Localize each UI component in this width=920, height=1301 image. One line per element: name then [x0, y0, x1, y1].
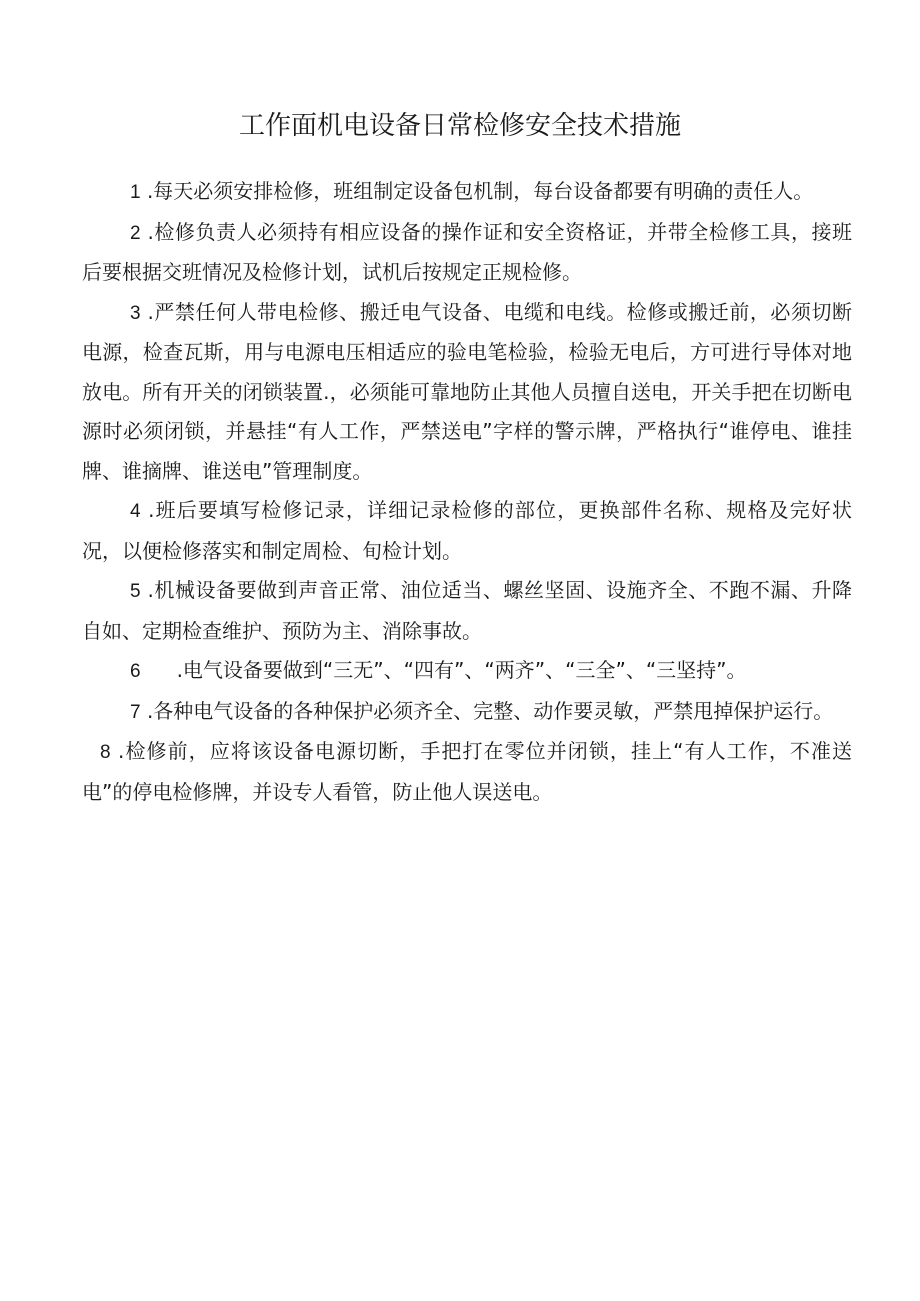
item-number: 2: [130, 222, 141, 244]
document-title: 工作面机电设备日常检修安全技术措施: [238, 111, 681, 141]
list-item: [82, 732, 852, 812]
item-text: .机械设备要做到声音正常、油位适当、螺丝坚固、设施齐全、不跑不漏、升降自如、定期检查维护、预防为主、消除事故。: [82, 578, 853, 643]
list-item: [82, 692, 852, 733]
item-number: 3: [130, 302, 141, 324]
list-item: [82, 651, 852, 692]
list-item: [82, 491, 852, 571]
list-item: [82, 172, 852, 213]
item-text: .检修负责人必须持有相应设备的操作证和安全资格证，并带全检修工具，接班后要根据交班情况及检修计划，试机后按规定正规检修。: [82, 219, 853, 284]
list-item: [82, 571, 852, 651]
item-number: 6: [130, 661, 141, 682]
item-number: 8: [100, 742, 111, 763]
item-number: 7: [130, 701, 141, 723]
item-number: 5: [130, 581, 141, 602]
document-body: [82, 172, 852, 812]
item-text: .各种电气设备的各种保护必须齐全、完整、动作要灵敏，严禁甩掉保护运行。: [146, 698, 834, 723]
list-item: [82, 293, 852, 492]
item-text: .严禁任何人带电检修、搬迁电气设备、电缆和电线。检修或搬迁前，必须切断电源，检查瓦斯，用与电源电压相适应的验电笔检验，检验无电后，方可进行导体对地放电。所有开关的闭锁装置.，必须能可靠地防止其他人员擅自送电，开关手把在切断电源时必须闭锁，并悬挂“有人工作，严禁送电”字样的警示牌，严格执行“谁停电、谁挂牌、谁摘牌、谁送电”管理制度。: [82, 299, 853, 483]
item-text: .电气设备要做到“三无”、“四有”、“两齐”、“三全”、“三坚持”。: [176, 658, 747, 682]
item-text: .每天必须安排检修，班组制定设备包机制，每台设备都要有明确的责任人。: [146, 179, 814, 203]
list-item: [82, 213, 852, 293]
item-number: 1: [130, 182, 141, 203]
item-text: .检修前，应将该设备电源切断，手把打在零位并闭锁，挂上“有人工作，不准送电”的停电检修牌，并设专人看管，防止他人误送电。: [82, 739, 853, 804]
item-text: .班后要填写检修记录，详细记录检修的部位，更换部件名称、规格及完好状况，以便检修落实和制定周检、旬检计划。: [82, 498, 852, 563]
item-number: 4: [130, 501, 141, 522]
